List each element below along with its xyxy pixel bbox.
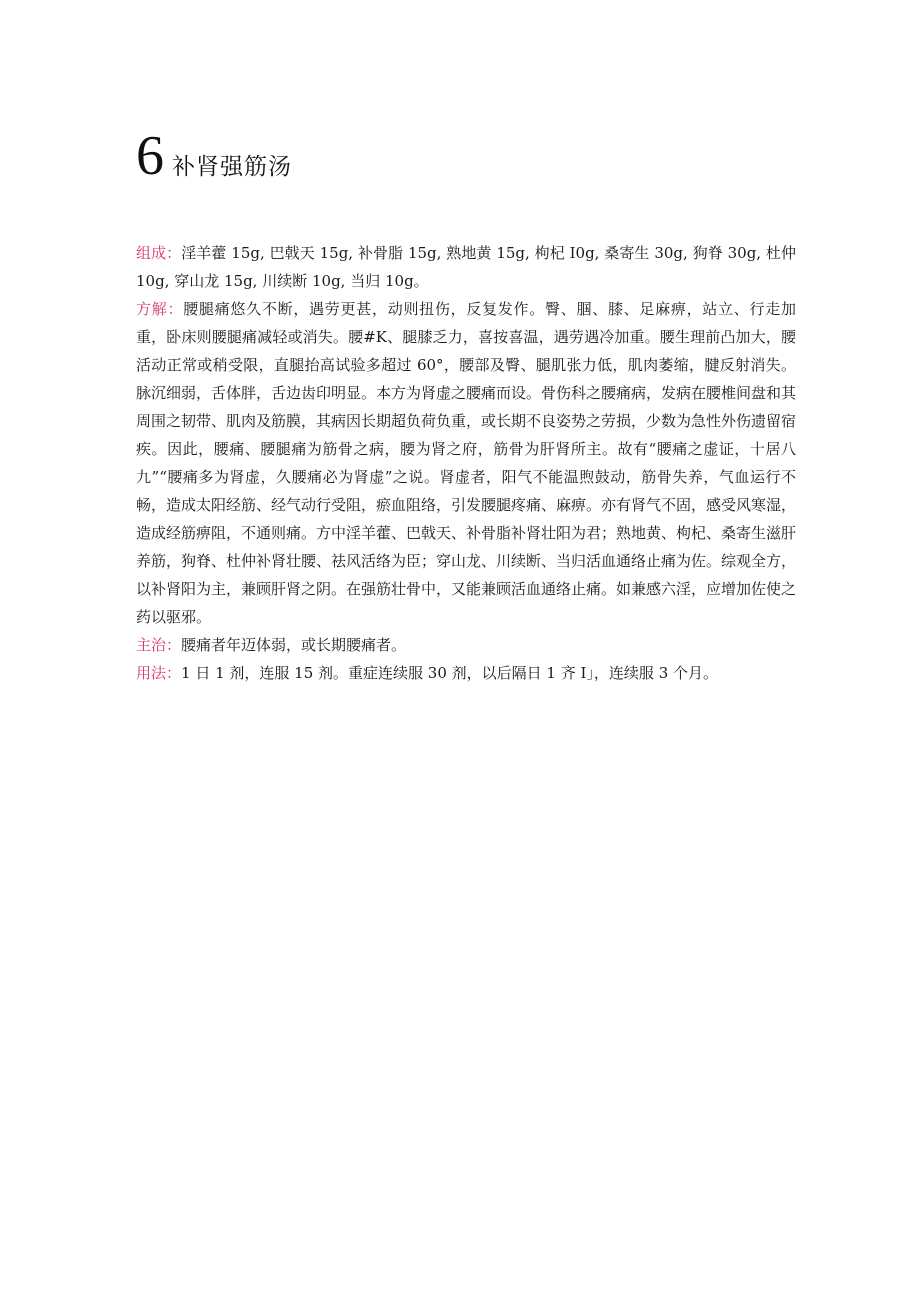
title-number: 6: [136, 125, 164, 187]
explanation-label: 方解：: [136, 300, 184, 318]
usage-label: 用法：: [136, 664, 182, 682]
usage-text: 1 日 1 剂，连服 15 剂。重症连续服 30 剂，以后隔日 1 齐 I」，连续服 3 个月。: [181, 664, 719, 682]
document-body: [136, 239, 796, 687]
explanation-text: 腰腿痛悠久不断，遇劳更甚，动则扭伤，反复发作。臀、腘、膝、足麻痹，站立、行走加重，卧床则腰腿痛减轻或消失。腰#K、腿膝乏力，喜按喜温，遇劳遇冷加重。腰生理前凸加大，腰活动正常或稍受限，直腿抬高试验多超过 60°，腰部及臀、腿肌张力低，肌肉萎缩，腱反射消失。脉沉细弱，舌体胖，舌边齿印明显。本方为肾虚之腰痛而设。骨伤科之腰痛病，发病在腰椎间盘和其周围之韧带、肌肉及筋膜，其病因长期超负荷负重，或长期不良姿势之劳损，少数为急性外伤遗留宿疾。因此，腰痛、腰腿痛为筋骨之病，腰为肾之府，筋骨为肝肾所主。故有“腰痛之虚证，十居八九”“腰痛多为肾虚，久腰痛必为肾虚”之说。肾虚者，阳气不能温煦鼓动，筋骨失养，气血运行不畅，造成太阳经筋、经气动行受阻，瘀血阻络，引发腰腿疼痛、麻痹。亦有肾气不固，感受风寒湿，造成经筋痹阻，不通则痛。方中淫羊藿、巴戟天、补骨脂补肾壮阳为君；熟地黄、枸杞、桑寄生滋肝养筋，狗脊、杜仲补肾壮腰、祛风活络为臣；穿山龙、川续断、当归活血通络止痛为佐。综观全方，以补肾阳为主，兼顾肝肾之阴。在强筋壮骨中，又能兼顾活血通络止痛。如兼感六淫，应增加佐使之药以驱邪。: [136, 300, 797, 626]
title-text: 补肾强筋汤: [172, 154, 292, 180]
indication-label: 主治：: [136, 636, 182, 654]
usage-paragraph: [136, 659, 796, 687]
composition-text: 淫羊藿 15g, 巴戟天 15g, 补骨脂 15g, 熟地黄 15g, 枸杞 I0g, 桑寄生 30g, 狗脊 30g, 杜仲 10g, 穿山龙 15g, 川续断 10g, 当归 10g。: [136, 244, 796, 290]
page-title: [136, 125, 292, 187]
indication-text: 腰痛者年迈体弱，或长期腰痛者。: [181, 636, 407, 654]
indication-paragraph: [136, 631, 796, 659]
composition-label: 组成：: [136, 244, 182, 262]
composition-paragraph: [136, 239, 796, 295]
explanation-paragraph: [136, 295, 796, 631]
